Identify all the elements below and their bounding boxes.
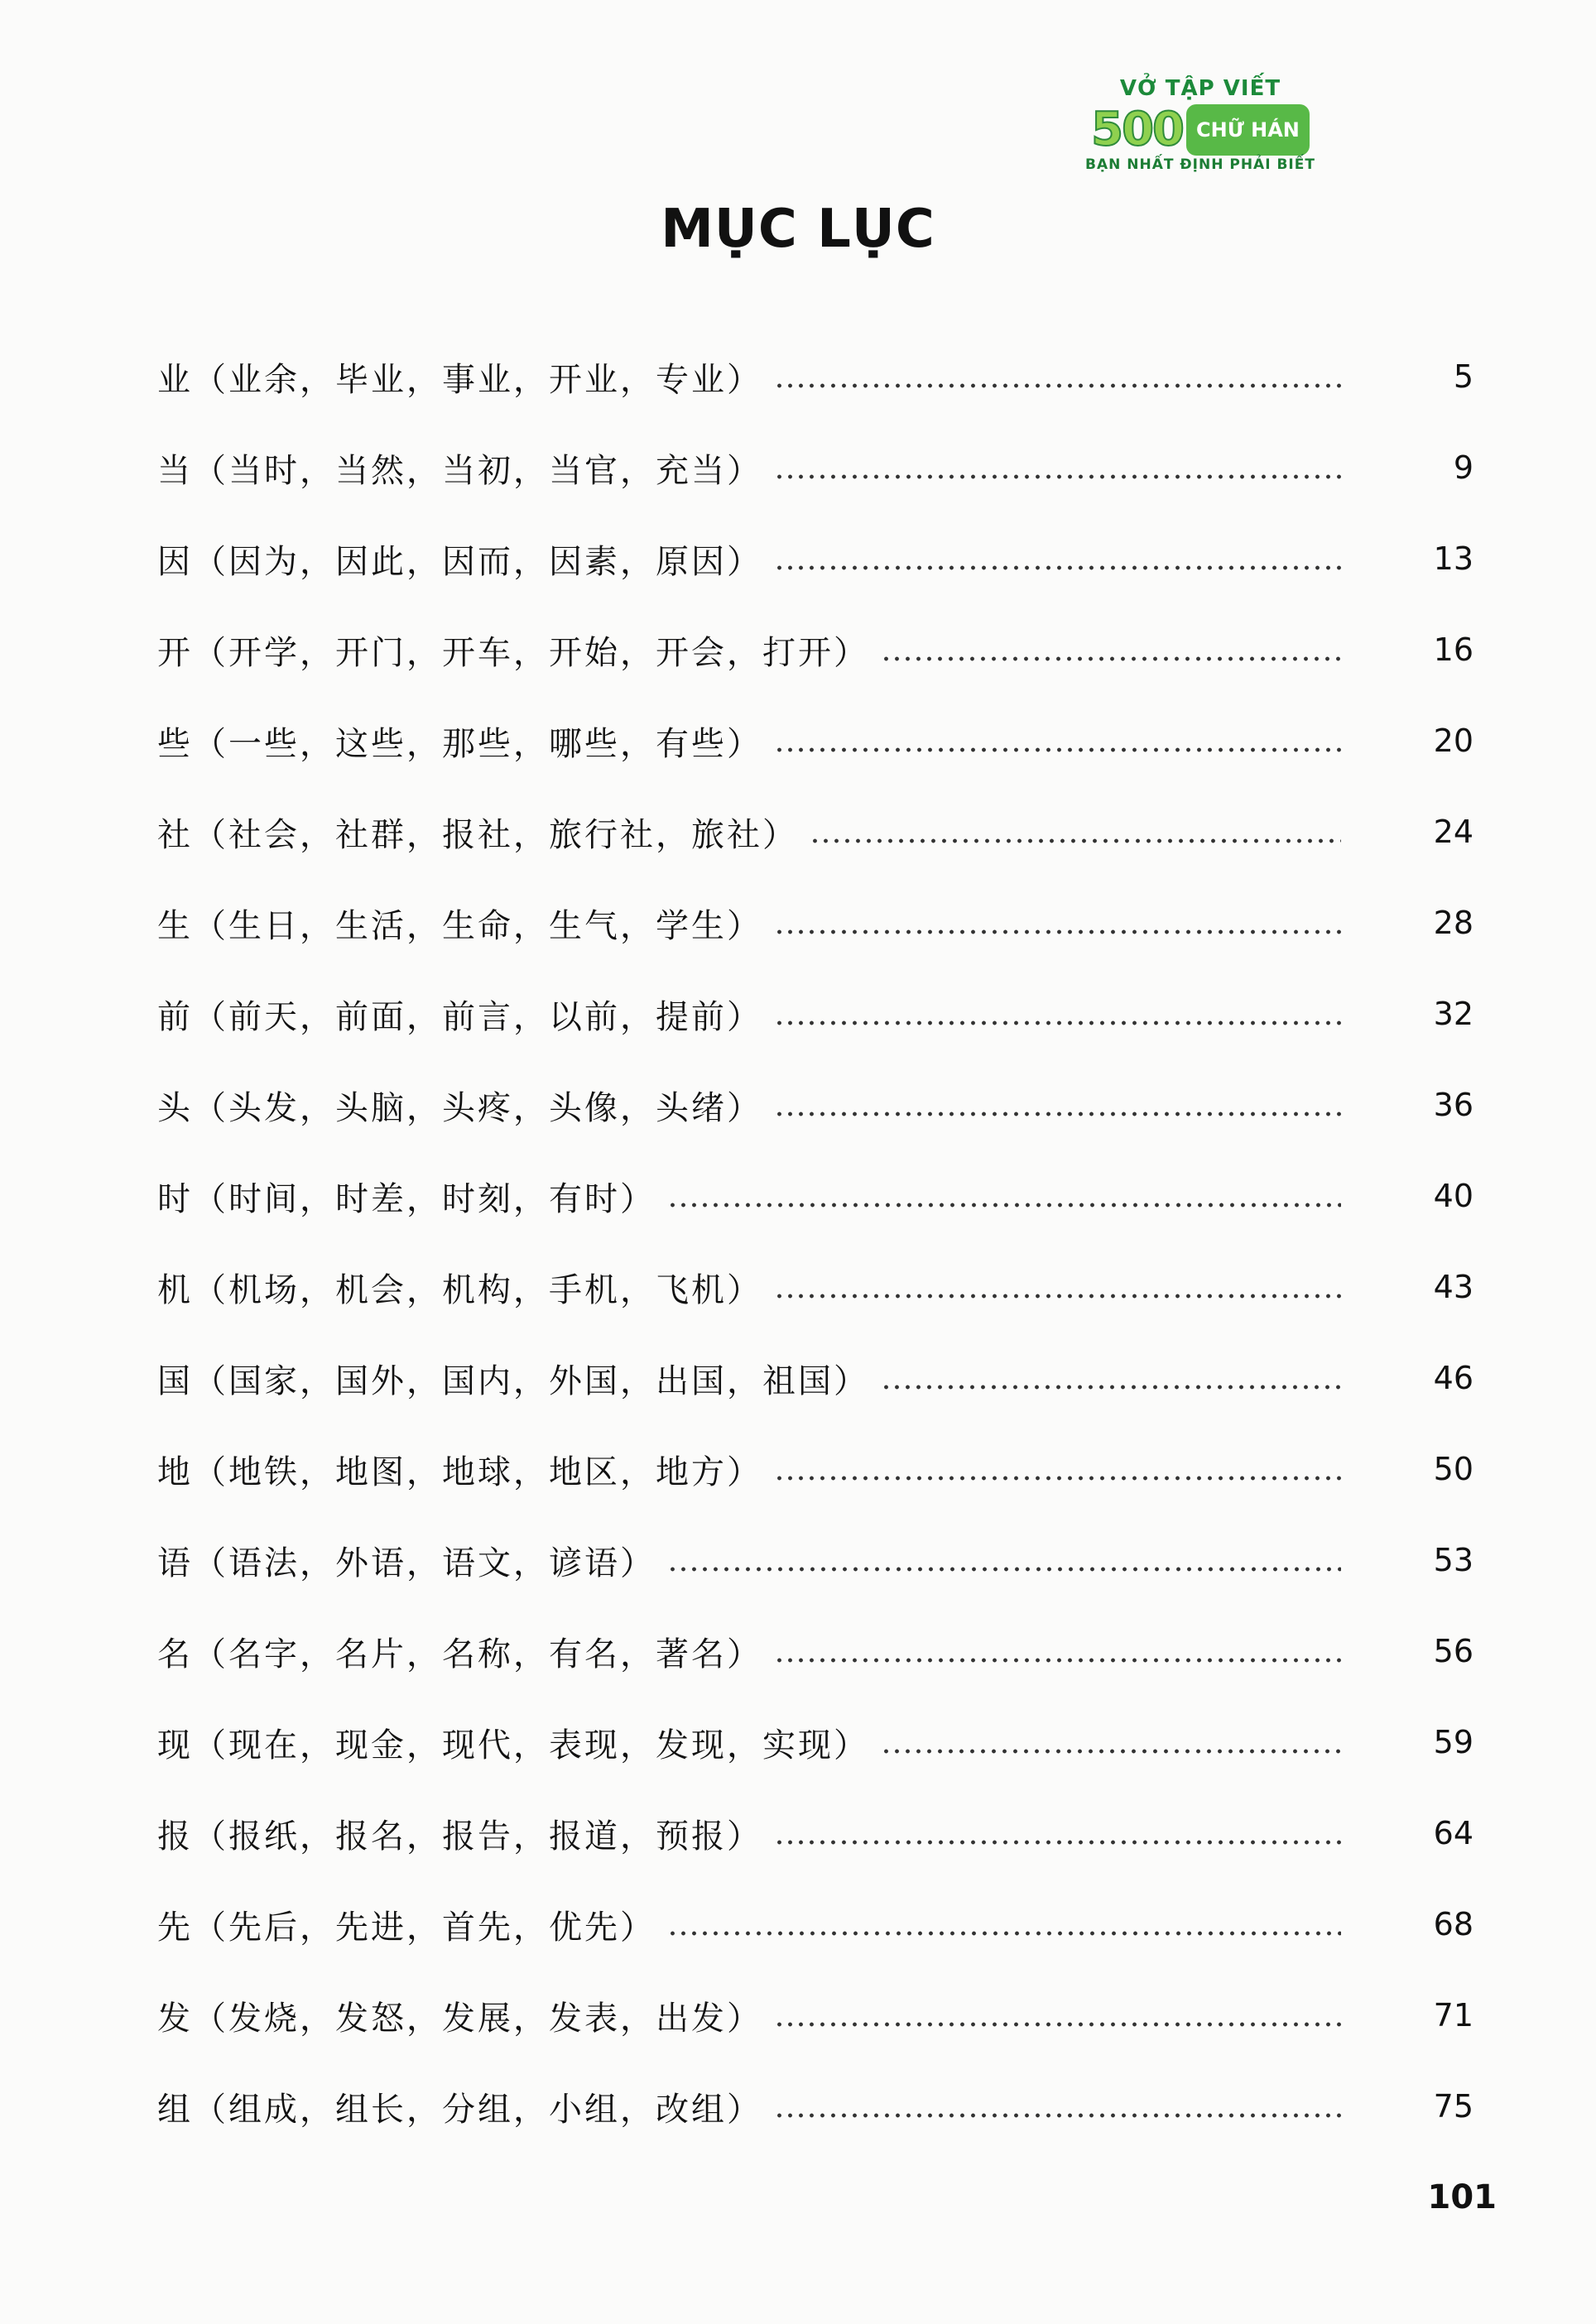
toc-entry [157, 1970, 1473, 2061]
toc-entry [157, 2061, 1473, 2152]
logo-word: CHỮ HÁN [1186, 104, 1310, 156]
page-title: MỤC LỤC [661, 199, 935, 260]
toc-entry [157, 877, 1473, 968]
toc-entry-text: 开（开学，开门，开车，开始，开会，打开） [157, 633, 869, 672]
toc-entry [157, 1879, 1473, 1970]
logo-number: 500 [1091, 103, 1184, 156]
toc-page-number: 9 [1453, 449, 1473, 486]
toc-entry [157, 1697, 1473, 1788]
toc-entry [157, 422, 1473, 513]
toc-page-number: 75 [1433, 2088, 1473, 2125]
dot-leader [667, 1184, 1341, 1208]
toc-page-number: 71 [1433, 1997, 1473, 2034]
dot-leader [774, 2003, 1341, 2028]
toc-page-number: 53 [1433, 1542, 1473, 1578]
dot-leader [774, 455, 1341, 480]
toc-entry [157, 1332, 1473, 1424]
toc-entry [157, 1606, 1473, 1697]
toc-entry [157, 968, 1473, 1059]
toc-entry-text: 头（头发，头脑，头疼，头像，头绪） [157, 1088, 762, 1127]
toc-page-number: 64 [1433, 1815, 1473, 1851]
toc-entry-text: 些（一些，这些，那些，哪些，有些） [157, 724, 762, 763]
toc-entry [157, 786, 1473, 877]
toc-entry-text: 国（国家，国外，国内，外国，出国，祖国） [157, 1361, 869, 1400]
dot-leader [774, 2094, 1341, 2119]
page-number: 101 [1427, 2178, 1497, 2216]
toc-entry-text: 生（生日，生活，生命，生气，学生） [157, 906, 762, 945]
toc-entry [157, 1515, 1473, 1606]
toc-entry [157, 513, 1473, 604]
dot-leader [774, 1639, 1341, 1664]
dot-leader [774, 728, 1341, 753]
toc-entry-text: 社（社会，社群，报社，旅行社，旅社） [157, 815, 798, 854]
dot-leader [881, 1366, 1341, 1390]
logo-bottom-text: BẠN NHẤT ĐỊNH PHẢI BIẾT [1085, 156, 1315, 173]
toc-page-number: 16 [1433, 631, 1473, 668]
toc-page-number: 36 [1433, 1087, 1473, 1123]
toc-entry-text: 时（时间，时差，时刻，有时） [157, 1179, 656, 1218]
toc-page-number: 46 [1433, 1360, 1473, 1396]
toc-entry [157, 1241, 1473, 1332]
toc-entry [157, 1424, 1473, 1515]
toc-entry [157, 1150, 1473, 1241]
dot-leader [667, 1912, 1341, 1937]
logo-top-text: VỞ TẬP VIẾT [1119, 76, 1281, 101]
dot-leader [810, 819, 1341, 844]
toc-entry [157, 1059, 1473, 1150]
toc-entry-text: 业（业余，毕业，事业，开业，专业） [157, 360, 762, 399]
toc-entry-text: 报（报纸，报名，报告，报道，预报） [157, 1817, 762, 1856]
dot-leader [774, 1821, 1341, 1846]
dot-leader [774, 1001, 1341, 1026]
toc-page-number: 59 [1433, 1724, 1473, 1760]
toc-page-number: 5 [1453, 358, 1473, 395]
toc-entry-text: 机（机场，机会，机构，手机，飞机） [157, 1270, 762, 1309]
table-of-contents [157, 331, 1473, 2152]
toc-page-number: 43 [1433, 1269, 1473, 1305]
toc-entry-text: 因（因为，因此，因而，因素，原因） [157, 542, 762, 581]
dot-leader [774, 1275, 1341, 1299]
toc-page-number: 32 [1433, 996, 1473, 1032]
toc-page-number: 56 [1433, 1633, 1473, 1669]
toc-page-number: 20 [1433, 723, 1473, 759]
toc-entry-text: 组（组成，组长，分组，小组，改组） [157, 2090, 762, 2129]
toc-entry-text: 地（地铁，地图，地球，地区，地方） [157, 1452, 762, 1491]
toc-entry [157, 1788, 1473, 1879]
toc-entry [157, 695, 1473, 786]
toc-page-number: 28 [1433, 905, 1473, 941]
toc-entry-text: 前（前天，前面，前言，以前，提前） [157, 997, 762, 1036]
toc-entry-text: 语（语法，外语，语文，谚语） [157, 1544, 656, 1582]
dot-leader [774, 546, 1341, 571]
logo-middle [1076, 103, 1324, 156]
toc-entry-text: 名（名字，名片，名称，有名，著名） [157, 1635, 762, 1673]
toc-entry [157, 604, 1473, 695]
dot-leader [667, 1548, 1341, 1573]
dot-leader [881, 637, 1341, 662]
dot-leader [774, 1092, 1341, 1117]
toc-page-number: 50 [1433, 1451, 1473, 1487]
toc-entry-text: 先（先后，先进，首先，优先） [157, 1908, 656, 1947]
toc-entry [157, 331, 1473, 422]
toc-page-number: 40 [1433, 1178, 1473, 1214]
toc-entry-text: 发（发烧，发怒，发展，发表，出发） [157, 1999, 762, 2038]
toc-entry-text: 当（当时，当然，当初，当官，充当） [157, 451, 762, 490]
dot-leader [881, 1730, 1341, 1755]
toc-page-number: 68 [1433, 1906, 1473, 1942]
toc-entry-text: 现（现在，现金，现代，表现，发现，实现） [157, 1726, 869, 1765]
dot-leader [774, 910, 1341, 935]
book-logo [1076, 73, 1324, 189]
toc-page-number: 24 [1433, 814, 1473, 850]
dot-leader [774, 364, 1341, 389]
toc-page-number: 13 [1433, 540, 1473, 577]
dot-leader [774, 1457, 1341, 1481]
